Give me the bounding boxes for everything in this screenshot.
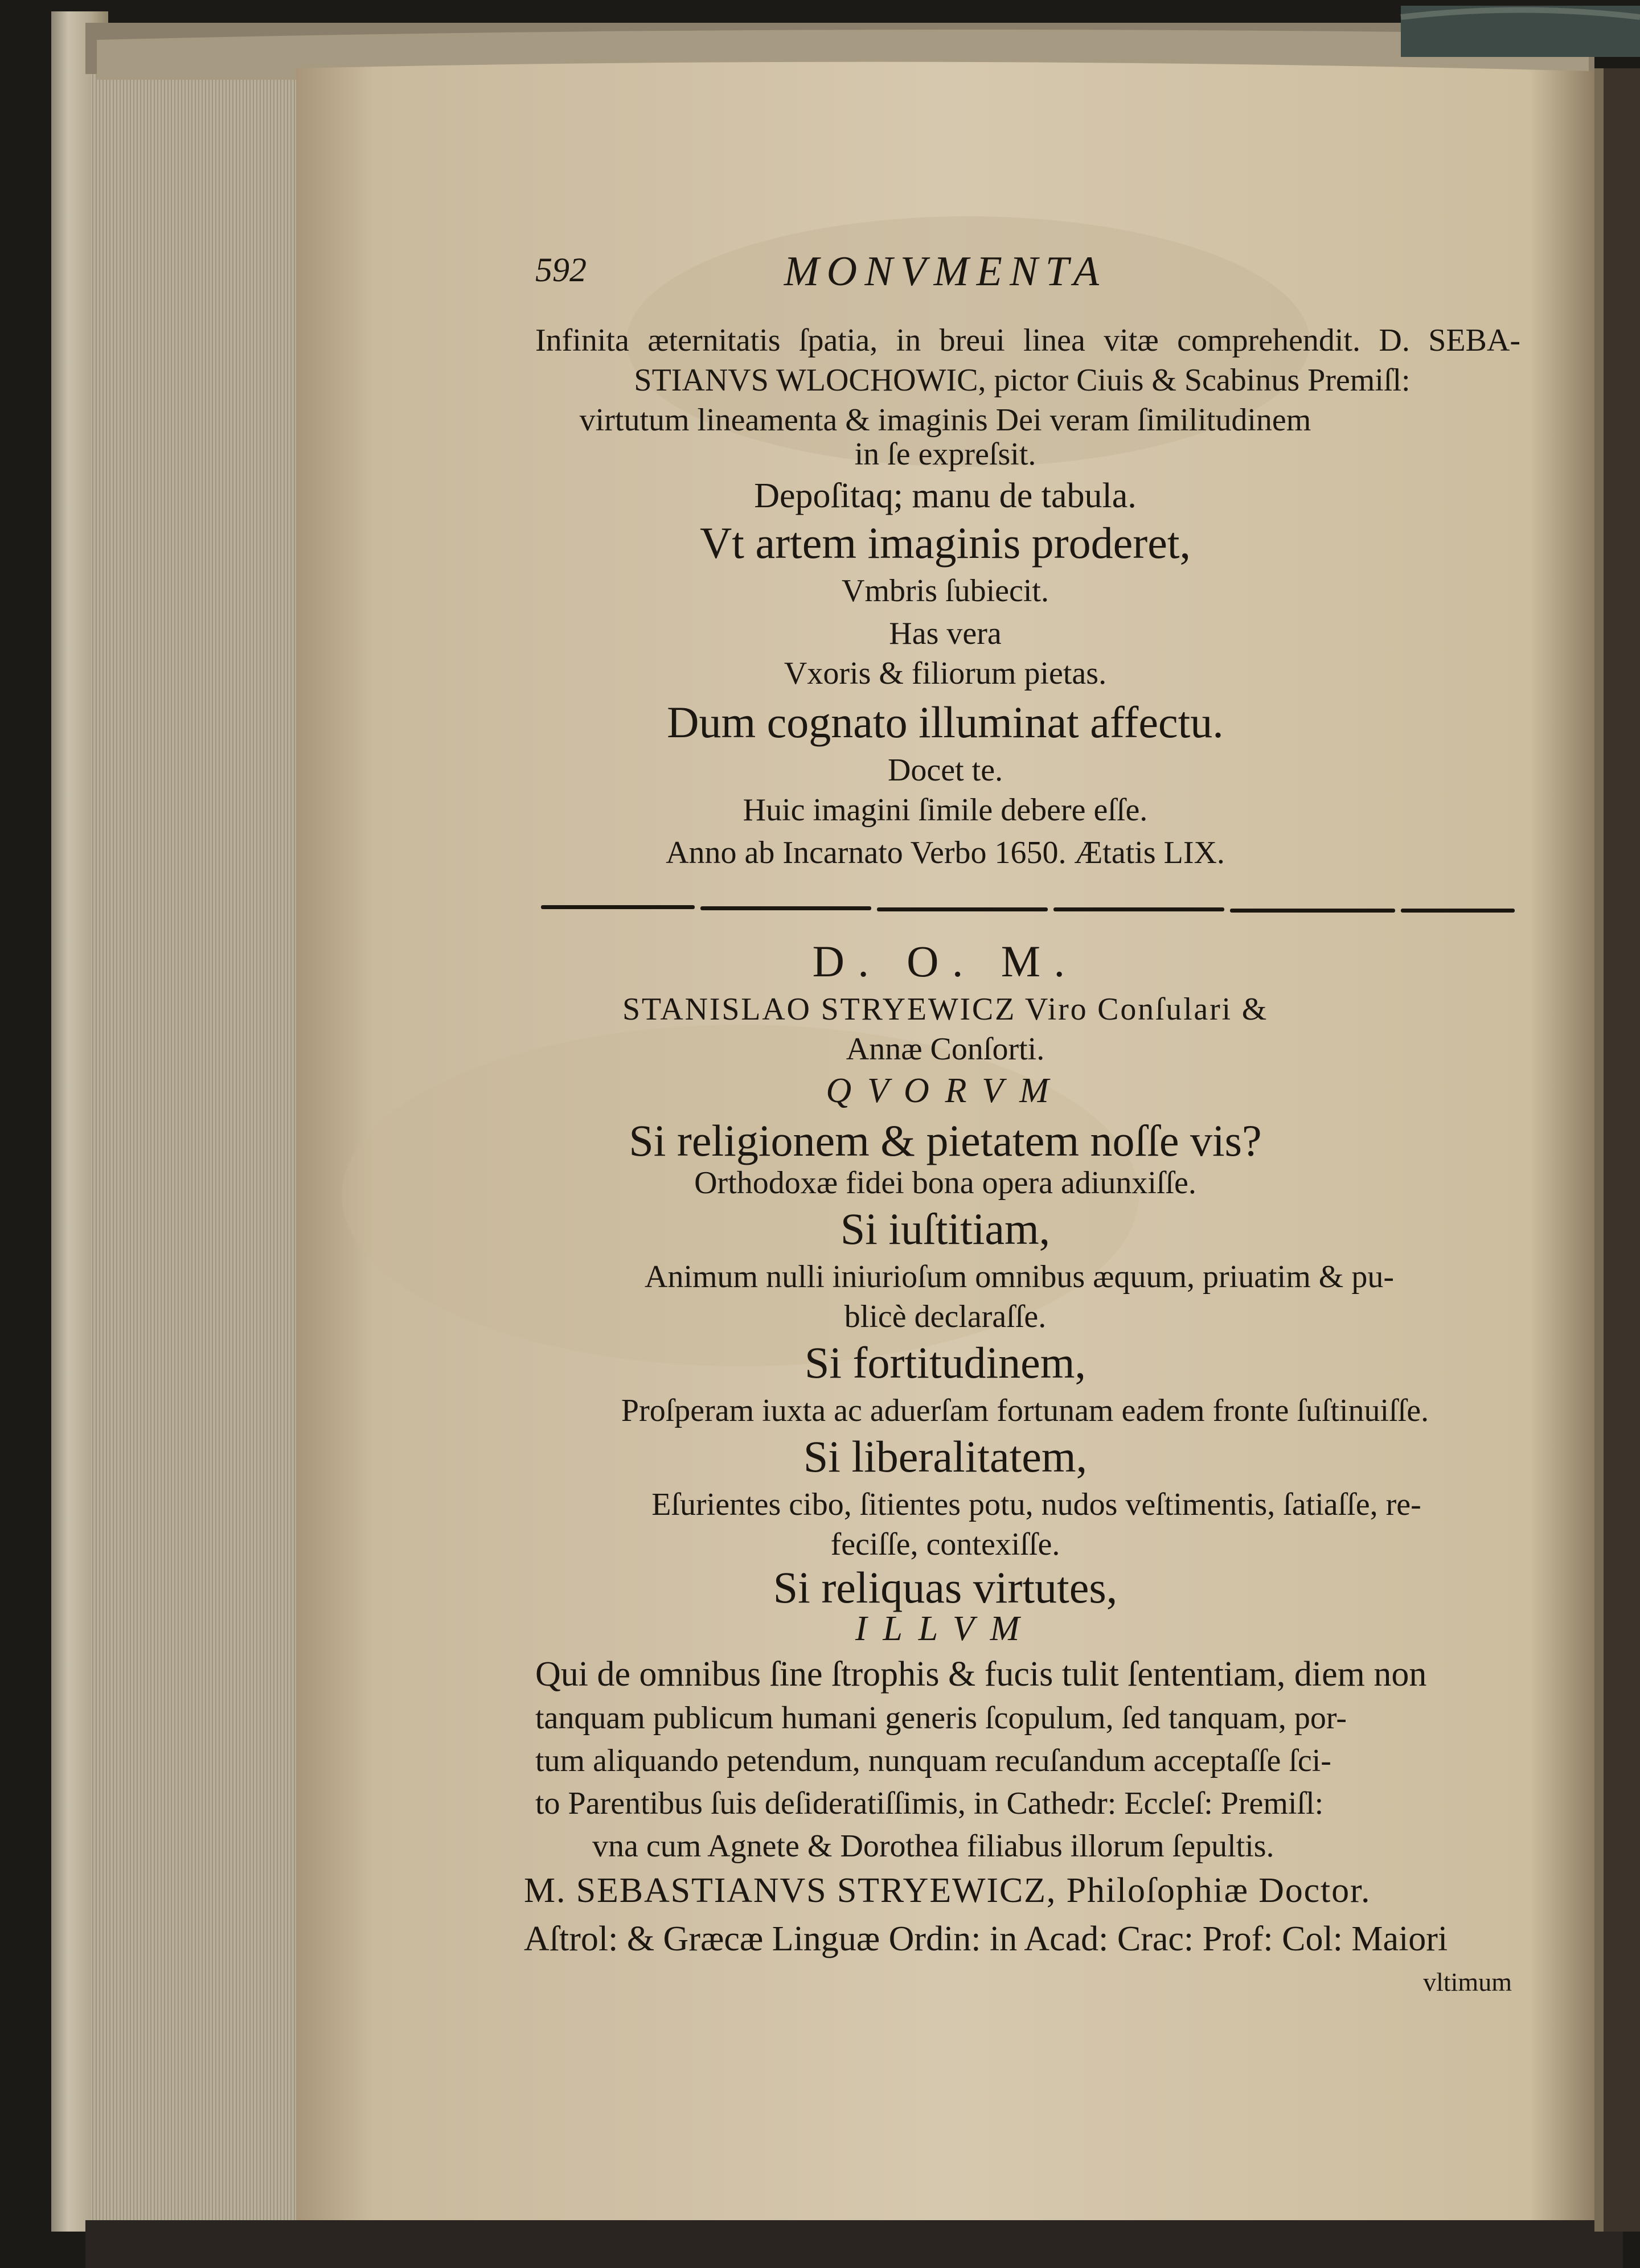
quorum-heading: QVORVM: [826, 1071, 1065, 1110]
virtue-line-2: Orthodoxæ fidei bona opera adiunxiſſe.: [694, 1165, 1196, 1201]
signature-line-1: M. SEBASTIANVS STRYEWICZ, Philoſophiæ Doctor.: [524, 1871, 1371, 1910]
paragraph-line-5: vna cum Agnete & Dorothea filiabus illorum ſepultis.: [592, 1829, 1274, 1864]
epitaph1-line-6: Vt artem imaginis proderet,: [699, 518, 1191, 568]
virtue-line-9: Eſurientes cibo, ſitientes potu, nudos veſtimentis, ſatiaſſe, re-: [651, 1487, 1421, 1522]
virtue-line-8: Si liberalitatem,: [803, 1432, 1088, 1481]
running-title: MONVMENTA: [784, 248, 1107, 295]
page-number: 592: [535, 251, 587, 289]
epitaph1-line-1: Infinita æternitatis ſpatia, in breui linea vitæ comprehendit. D. SEBA-: [535, 323, 1520, 358]
dedication-line-1: STANISLAO STRYEWICZ Viro Conſulari &: [622, 992, 1269, 1027]
epitaph1-line-2: STIANVS WLOCHOWIC, pictor Ciuis & Scabinus Premiſl:: [634, 363, 1411, 398]
epitaph1-line-4: in ſe expreſsit.: [854, 437, 1036, 472]
virtue-line-11: Si reliquas virtutes,: [773, 1563, 1118, 1612]
virtue-line-7: Proſperam iuxta ac aduerſam fortunam eadem fronte ſuſtinuiſſe.: [621, 1393, 1429, 1428]
epitaph1-line-5: Depoſitaq; manu de tabula.: [754, 476, 1137, 515]
virtue-line-1: Si religionem & pietatem noſſe vis?: [629, 1116, 1262, 1165]
illum-heading: ILLVM: [855, 1609, 1036, 1648]
catchword: vltimum: [1423, 1967, 1512, 1996]
virtue-line-3: Si iuſtitiam,: [840, 1204, 1051, 1254]
epitaph1-line-12: Huic imagini ſimile debere eſſe.: [743, 792, 1148, 828]
virtue-line-10: feciſſe, contexiſſe.: [830, 1527, 1060, 1562]
epitaph1-line-7: Vmbris ſubiecit.: [842, 573, 1049, 609]
epitaph1-line-3: virtutum lineamenta & imaginis Dei veram ſimilitudinem: [579, 402, 1311, 438]
virtue-line-6: Si fortitudinem,: [805, 1338, 1086, 1387]
paragraph-line-2: tanquam publicum humani generis ſcopulum, ſed tanquam, por-: [535, 1700, 1347, 1736]
epitaph1-line-8: Has vera: [889, 616, 1002, 651]
virtue-line-4: Animum nulli iniurioſum omnibus æquum, priuatim & pu-: [645, 1259, 1394, 1295]
epitaph1-line-9: Vxoris & filiorum pietas.: [784, 656, 1107, 691]
paragraph-line-4: to Parentibus ſuis deſideratiſſimis, in Cathedr: Eccleſ: Premiſl:: [535, 1786, 1324, 1821]
epitaph1-line-11: Docet te.: [887, 753, 1003, 788]
dom-heading: D. O. M.: [812, 936, 1079, 986]
virtue-line-5: blicè declaraſſe.: [844, 1299, 1047, 1334]
signature-line-2: Aſtrol: & Græcæ Linguæ Ordin: in Acad: Crac: Prof: Col: Maiori: [524, 1920, 1448, 1958]
dedication-line-2: Annæ Conſorti.: [846, 1032, 1045, 1067]
paragraph-line-3: tum aliquando petendum, nunquam recuſandum acceptaſſe ſci-: [535, 1743, 1331, 1778]
paragraph-line-1: Qui de omnibus ſine ſtrophis & fucis tulit ſententiam, diem non: [535, 1655, 1427, 1694]
epitaph1-line-13: Anno ab Incarnato Verbo 1650. Ætatis LIX.: [666, 835, 1225, 870]
epitaph1-line-10: Dum cognato illuminat affectu.: [667, 697, 1224, 747]
book-page: [296, 85, 1594, 2146]
